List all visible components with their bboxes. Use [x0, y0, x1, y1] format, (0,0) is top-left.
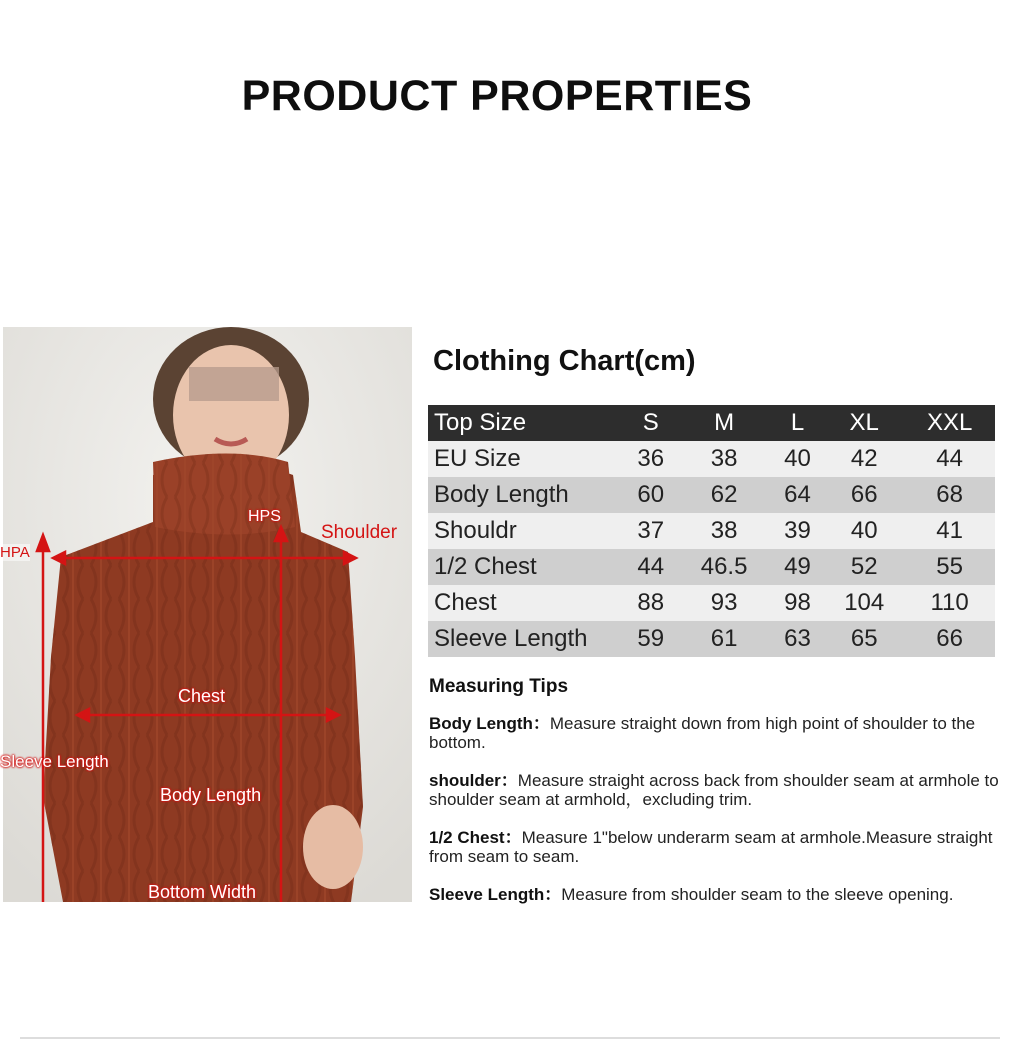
table-cell: 88 [624, 585, 677, 621]
table-cell: 44 [624, 549, 677, 585]
size-table [428, 405, 995, 657]
row-label: Shouldr [428, 513, 624, 549]
table-cell: 64 [771, 477, 824, 513]
row-label: EU Size [428, 441, 624, 477]
table-cell: 93 [677, 585, 770, 621]
label-body-length: Body Length [160, 785, 262, 805]
table-cell: 40 [771, 441, 824, 477]
chart-title: Clothing Chart(cm) [433, 345, 696, 377]
tip-item [429, 771, 999, 809]
table-header-cell: XL [824, 405, 904, 441]
measuring-tips [429, 676, 999, 923]
label-hpa: HPA [0, 544, 30, 561]
table-cell: 42 [824, 441, 904, 477]
tip-term: 1/2 Chest： [429, 828, 522, 847]
table-row [428, 621, 995, 657]
table-cell: 36 [624, 441, 677, 477]
table-cell: 110 [904, 585, 995, 621]
table-cell: 98 [771, 585, 824, 621]
row-label: Body Length [428, 477, 624, 513]
table-row [428, 477, 995, 513]
tip-term: Sleeve Length： [429, 885, 562, 904]
table-cell: 55 [904, 549, 995, 585]
table-cell: 66 [904, 621, 995, 657]
tips-heading: Measuring Tips [429, 676, 569, 697]
table-cell: 49 [771, 549, 824, 585]
table-header-row [428, 405, 995, 441]
table-cell: 65 [824, 621, 904, 657]
tip-item [429, 828, 999, 866]
table-cell: 44 [904, 441, 995, 477]
table-row [428, 585, 995, 621]
tip-term: shoulder： [429, 771, 518, 790]
label-sleeve-length: Sleeve Length [0, 752, 109, 771]
table-cell: 40 [824, 513, 904, 549]
table-header-cell: XXL [904, 405, 995, 441]
table-row [428, 513, 995, 549]
table-cell: 38 [677, 441, 770, 477]
table-cell: 68 [904, 477, 995, 513]
tip-item [429, 714, 999, 752]
table-cell: 46.5 [677, 549, 770, 585]
table-cell: 41 [904, 513, 995, 549]
table-header-cell: M [677, 405, 770, 441]
footer-divider [20, 1037, 1000, 1039]
label-shoulder: Shoulder [321, 522, 398, 543]
table-cell: 52 [824, 549, 904, 585]
table-cell: 37 [624, 513, 677, 549]
table-cell: 66 [824, 477, 904, 513]
table-row [428, 549, 995, 585]
table-header-cell: S [624, 405, 677, 441]
table-cell: 59 [624, 621, 677, 657]
table-row [428, 441, 995, 477]
tip-text: Measure 1"below underarm seam at armhole.Measure straight from seam to seam. [429, 828, 993, 866]
tip-text: Measure straight down from high point of shoulder to the bottom. [429, 714, 976, 752]
tip-text: Measure from shoulder seam to the sleeve opening. [561, 885, 954, 904]
label-bottom-width: Bottom Width [148, 882, 257, 902]
row-label: 1/2 Chest [428, 549, 624, 585]
label-chest: Chest [178, 686, 226, 706]
table-cell: 60 [624, 477, 677, 513]
table-header-label: Top Size [428, 405, 624, 441]
table-cell: 62 [677, 477, 770, 513]
table-header-cell: L [771, 405, 824, 441]
table-cell: 104 [824, 585, 904, 621]
row-label: Chest [428, 585, 624, 621]
table-cell: 39 [771, 513, 824, 549]
table-cell: 63 [771, 621, 824, 657]
product-photo [3, 327, 412, 902]
tip-term: Body Length： [429, 714, 550, 733]
tip-item [429, 885, 999, 904]
label-hps: HPS [248, 508, 281, 525]
table-cell: 38 [677, 513, 770, 549]
page-title: PRODUCT PROPERTIES [241, 72, 753, 120]
row-label: Sleeve Length [428, 621, 624, 657]
tip-text: Measure straight across back from shoulder seam at armhole to shoulder seam at armhold，excluding trim. [429, 771, 999, 809]
table-cell: 61 [677, 621, 770, 657]
